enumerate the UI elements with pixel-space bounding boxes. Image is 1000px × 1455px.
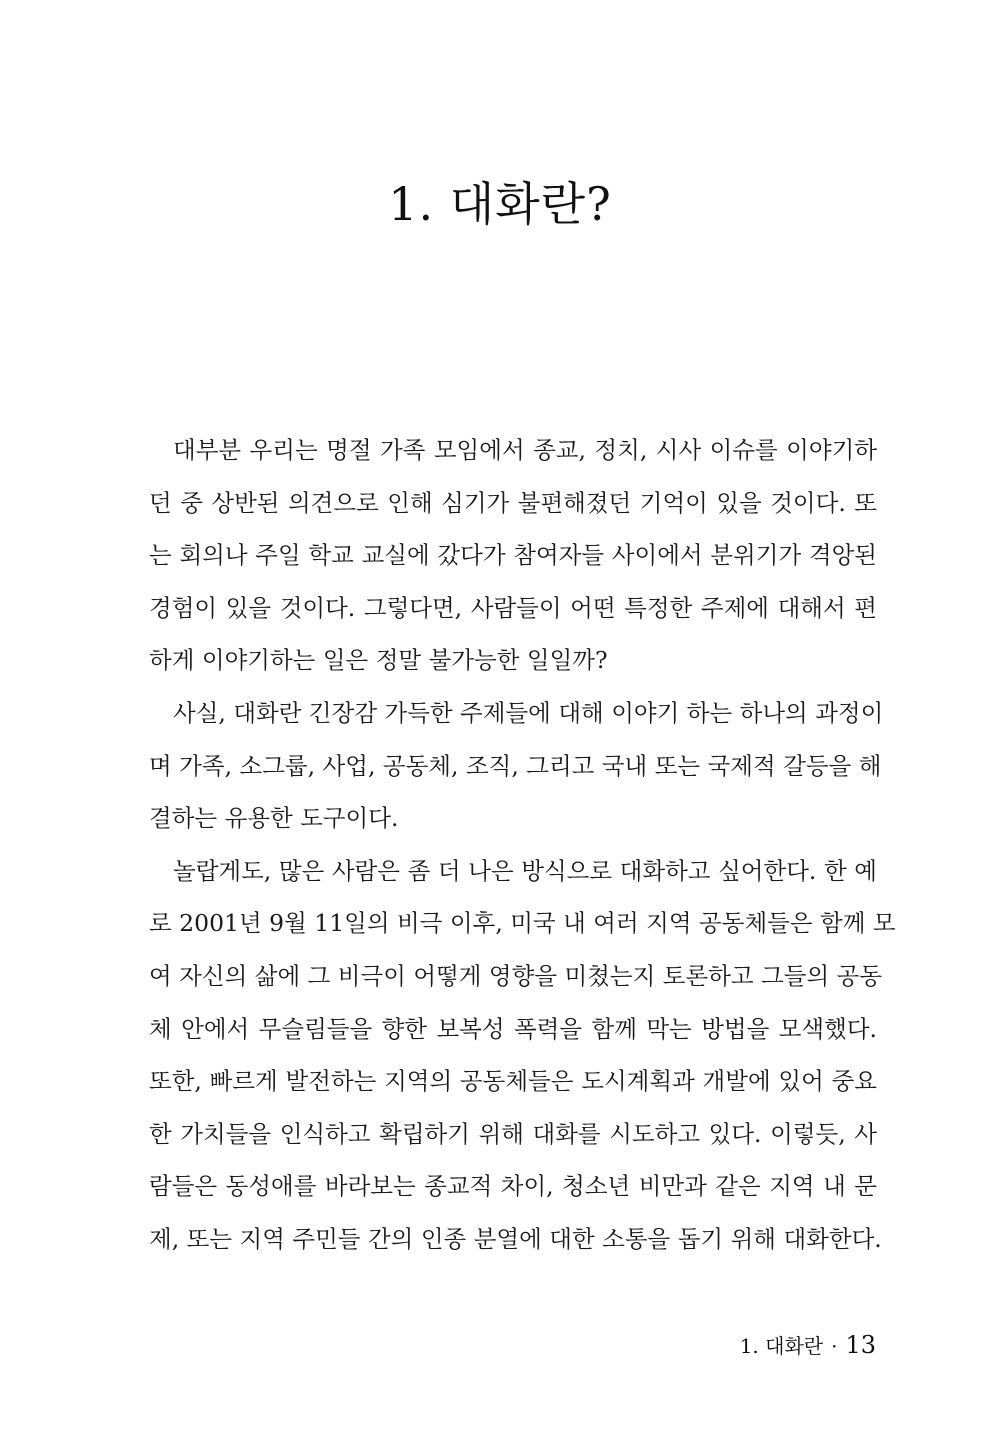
paragraph-1-line-1: 대부분 우리는 명절 가족 모임에서 종교, 정치, 시사 이슈를 이야기하 [173,436,877,464]
paragraph-3-line-8: 제, 또는 지역 주민들 간의 인종 분열에 대한 소통을 돕기 위해 대화한다. [149,1224,882,1253]
paragraph-1-line-2: 던 중 상반된 의견으로 인해 심기가 불편해졌던 기억이 있을 것이다. 또 [149,488,877,517]
paragraph-2-line-2: 며 가족, 소그룹, 사업, 공동체, 조직, 그리고 국내 또는 국제적 갈등을 해 [149,751,882,780]
paragraph-3-line-3: 여 자신의 삶에 그 비극이 어떻게 영향을 미쳤는지 토론하고 그들의 공동 [149,961,883,990]
footer-chapter-label: 1. 대화란 [739,1334,824,1358]
paragraph-3-line-7: 람들은 동성애를 바라보는 종교적 차이, 청소년 비만과 같은 지역 내 문 [149,1172,877,1201]
running-footer [740,1330,876,1359]
chapter-title: 1. 대화란? [388,177,612,231]
paragraph-3-line-6: 한 가치들을 인식하고 확립하기 위해 대화를 시도하고 있다. 이렇듯, 사 [149,1119,877,1148]
body-text [149,424,896,1266]
page-number: 13 [845,1331,876,1359]
paragraph-2-line-1: 사실, 대화란 긴장감 가득한 주제들에 대해 이야기 하는 하나의 과정이 [173,698,884,727]
paragraph-3-line-2: 로 2001년 9월 11일의 비극 이후, 미국 내 여러 지역 공동체들은 함께 모 [149,909,896,938]
paragraph-1-line-3: 는 회의나 주일 학교 교실에 갔다가 참여자들 사이에서 분위기가 격앙된 [149,541,877,570]
paragraph-2-line-3: 결하는 유용한 도구이다. [149,804,399,833]
paragraph-1-line-5: 하게 이야기하는 일은 정말 불가능한 일일까? [149,646,608,675]
paragraph-3-line-5: 또한, 빠르게 발전하는 지역의 공동체들은 도시계획과 개발에 있어 중요 [149,1067,877,1096]
paragraph-1-line-4: 경험이 있을 것이다. 그렇다면, 사람들이 어떤 특정한 주제에 대해서 편 [149,593,877,622]
paragraph-3-line-1: 놀랍게도, 많은 사람은 좀 더 나은 방식으로 대화하고 싶어한다. 한 예 [173,856,877,885]
footer-separator: · [831,1334,838,1358]
paragraph-3-line-4: 체 안에서 무슬림들을 향한 보복성 폭력을 함께 막는 방법을 모색했다. [149,1014,877,1043]
